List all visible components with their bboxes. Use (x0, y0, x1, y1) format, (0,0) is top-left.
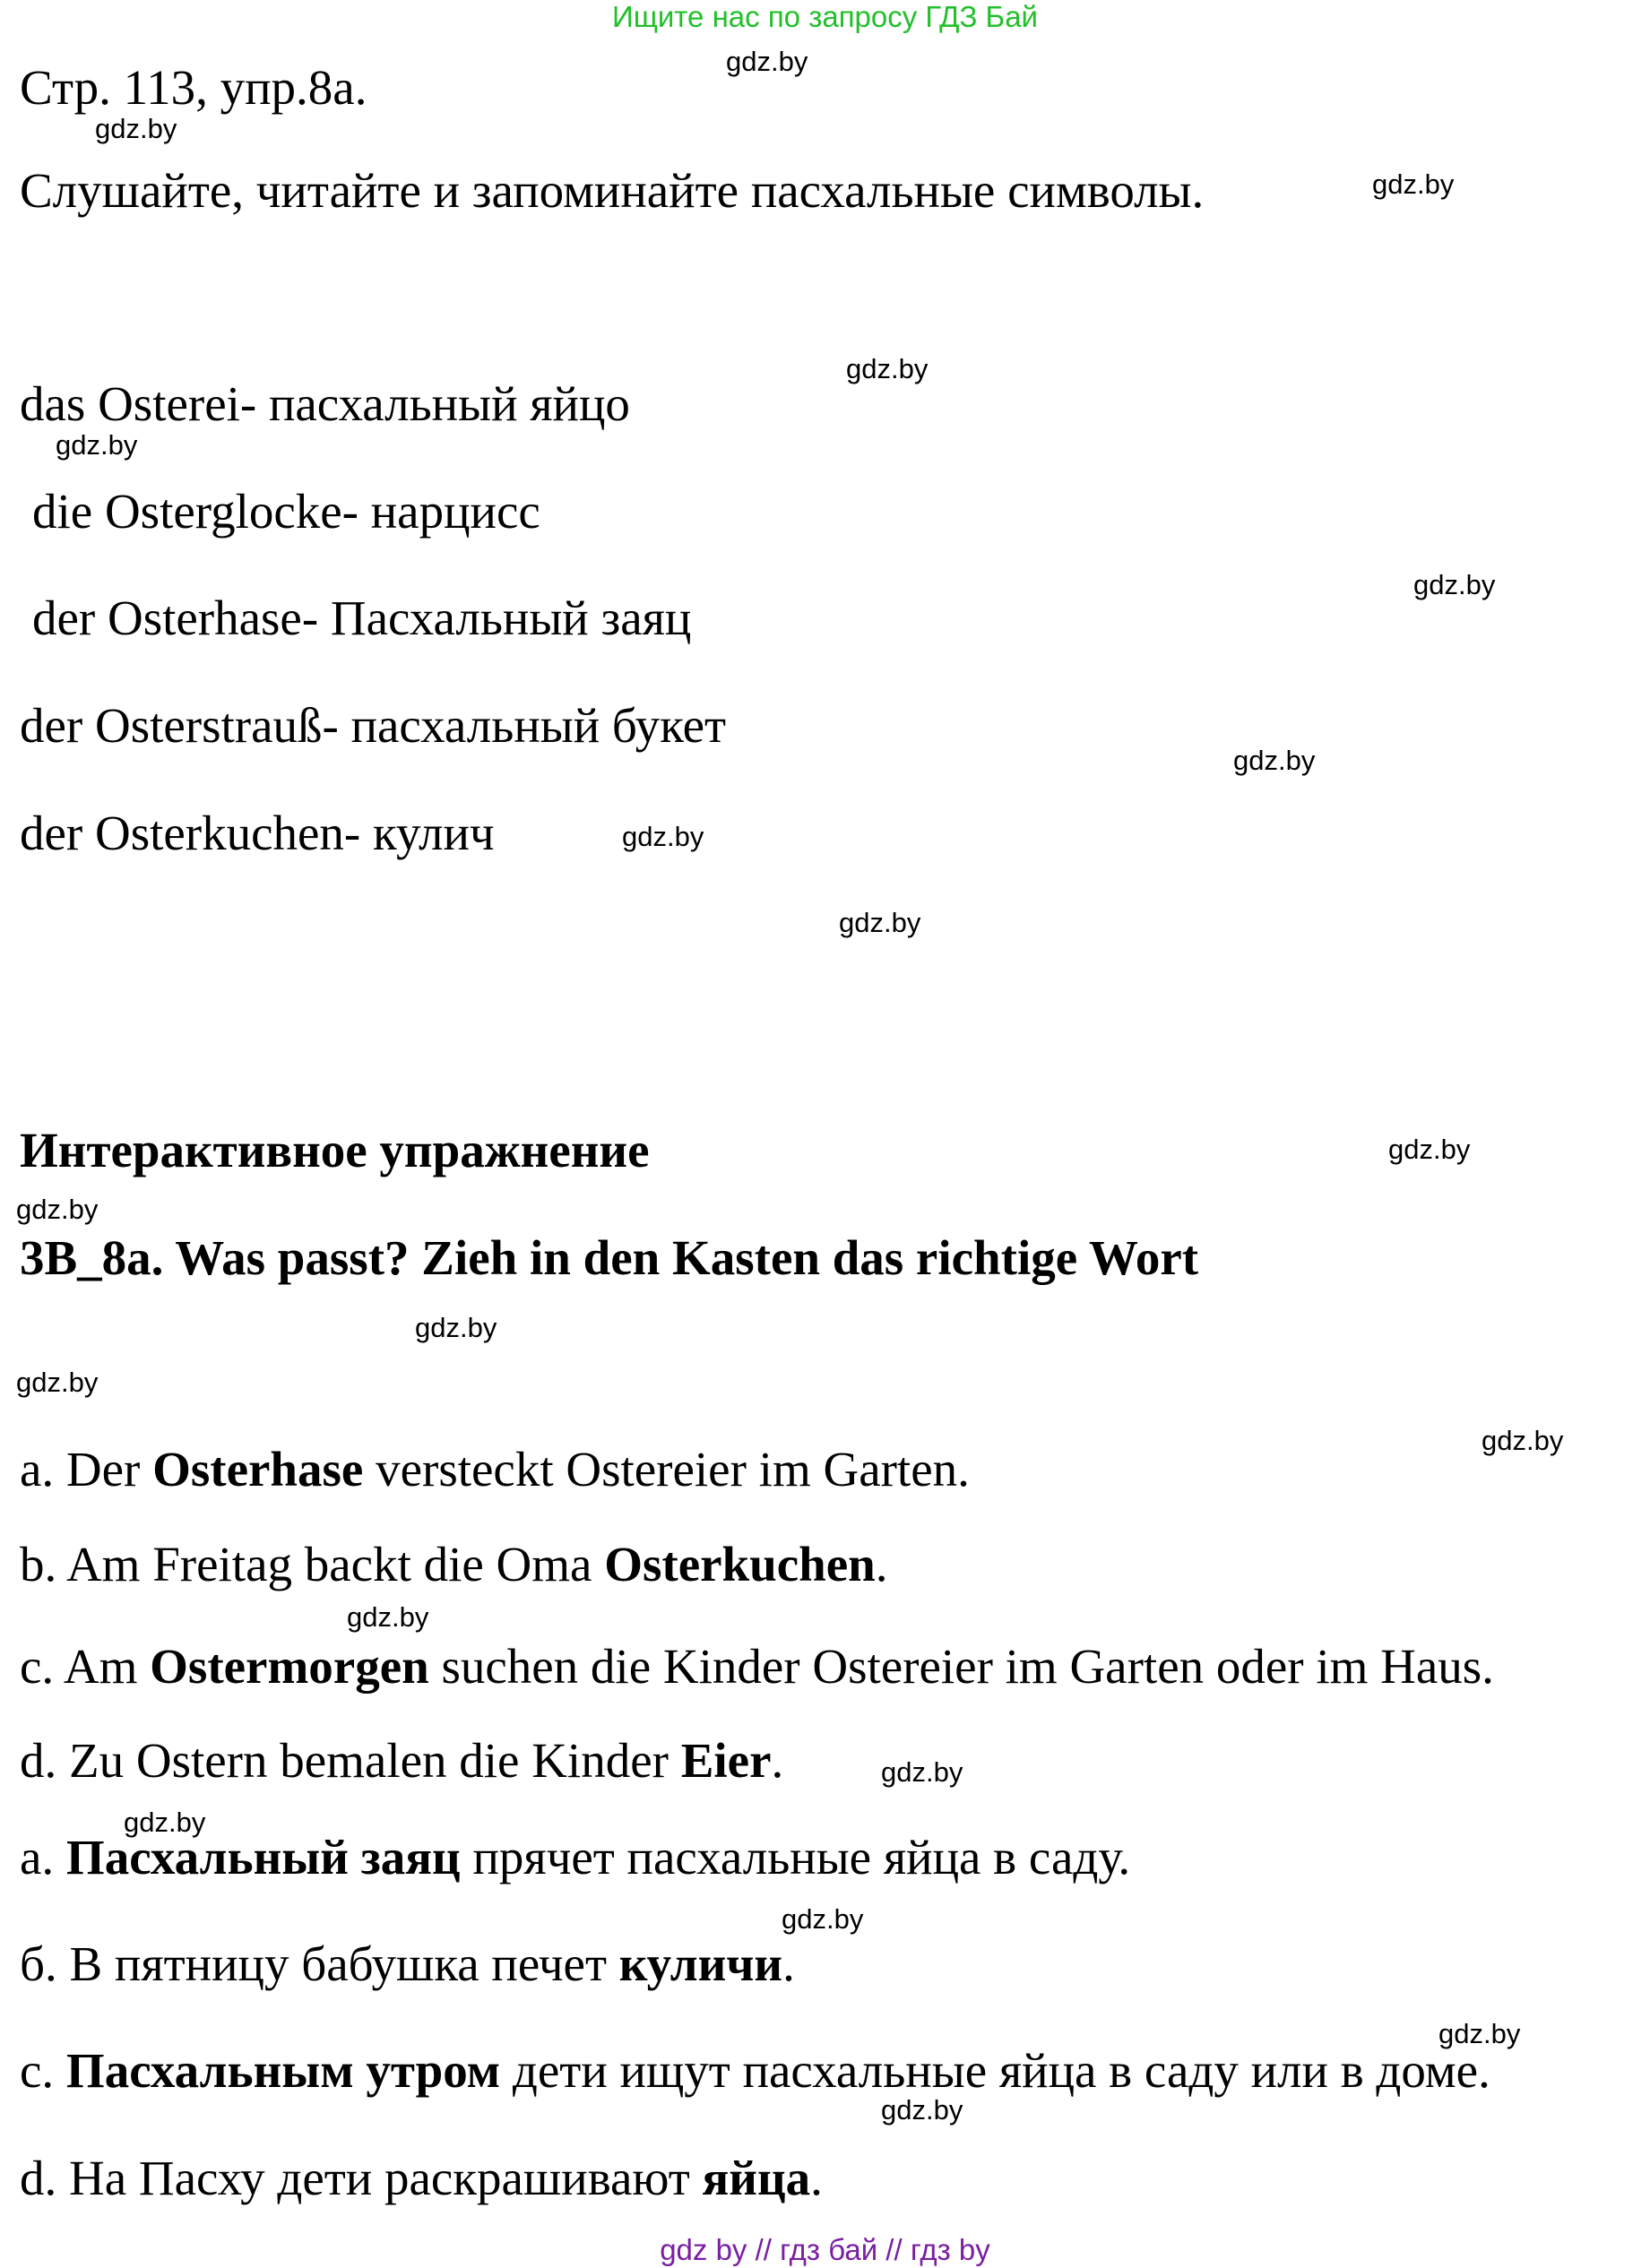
sentence-part: versteckt Ostereier im Garten. (363, 1442, 970, 1496)
russian-sentence (20, 2153, 823, 2203)
watermark: gdz.by (782, 1903, 864, 1935)
sentence-part: б. В пятницу бабушка печет (20, 1936, 619, 1991)
sentence-part: a. (20, 1830, 66, 1884)
german-sentence (20, 1733, 784, 1788)
sentence-part: . (875, 1537, 888, 1591)
vocab-item: das Osterei- пасхальный яйцо (20, 376, 630, 431)
sentence-part: . (810, 2151, 823, 2205)
watermark: gdz.by (1438, 2018, 1521, 2049)
sentence-part: a. Der (20, 1442, 153, 1496)
instruction-text: Слушайте, читайте и запоминайте пасхальные символы. (20, 163, 1205, 218)
german-sentence (20, 1444, 970, 1494)
watermark: gdz.by (881, 2094, 963, 2126)
watermark: gdz.by (726, 46, 808, 77)
vocab-item: der Osterhase- Пасхальный заяц (32, 591, 692, 645)
watermark: gdz.by (1233, 745, 1316, 776)
german-sentence (20, 1639, 1494, 1694)
answer-word: Пасхальный заяц (65, 1830, 461, 1884)
sentence-part: b. Am Freitag backt die Oma (20, 1537, 605, 1591)
page-reference: Стр. 113, упр.8а. (20, 60, 367, 115)
watermark: gdz.by (1388, 1134, 1471, 1165)
answer-word: Пасхальным утром (65, 2043, 501, 2098)
vocab-item: die Osterglocke- нарцисс (32, 484, 540, 539)
sentence-part: d. На Пасху дети раскрашивают (20, 2151, 703, 2205)
watermark: gdz.by (415, 1312, 497, 1343)
watermark: gdz.by (16, 1367, 99, 1398)
watermark: gdz.by (622, 821, 704, 852)
watermark: gdz.by (839, 907, 921, 938)
watermark: gdz.by (56, 429, 138, 461)
german-sentence (20, 1539, 887, 1589)
answer-word: Osterhase (152, 1442, 364, 1496)
watermark: gdz.by (1372, 168, 1455, 200)
watermark: gdz.by (95, 113, 177, 144)
top-banner[interactable]: Ищите нас по запросу ГДЗ Бай (612, 0, 1038, 33)
sentence-part: suchen die Kinder Ostereier im Garten oder im Haus. (428, 1639, 1494, 1694)
section-title: Интерактивное упражнение (20, 1123, 650, 1177)
sentence-part: d. Zu Ostern bemalen die Kinder (20, 1733, 681, 1788)
answer-word: Ostermorgen (150, 1639, 429, 1694)
vocab-item: der Osterkuchen- кулич (20, 806, 495, 860)
sentence-part: прячет пасхальные яйца в саду. (460, 1830, 1131, 1884)
sentence-part: дети ищут пасхальные яйца в саду или в доме. (500, 2043, 1490, 2098)
watermark: gdz.by (846, 353, 929, 384)
watermark: gdz.by (1482, 1425, 1564, 1456)
russian-sentence (20, 2043, 1490, 2098)
russian-sentence (20, 1936, 795, 1991)
bottom-banner[interactable]: gdz by // гдз бай // гдз by (660, 2233, 990, 2266)
answer-word: Osterkuchen (604, 1537, 876, 1591)
sentence-part: c. Am (20, 1639, 151, 1694)
sentence-part: . (782, 1936, 795, 1991)
sentence-part: c. (20, 2043, 66, 2098)
watermark: gdz.by (16, 1194, 99, 1225)
watermark: gdz.by (1413, 569, 1496, 600)
answer-word: яйца (702, 2151, 811, 2205)
task-title: 3B_8a. Was passt? Zieh in den Kasten das richtige Wort (20, 1230, 1199, 1285)
watermark: gdz.by (881, 1756, 963, 1788)
answer-word: куличи (618, 1936, 783, 1991)
watermark: gdz.by (347, 1601, 429, 1633)
russian-sentence (20, 1830, 1131, 1884)
watermark: gdz.by (124, 1807, 206, 1838)
vocab-item: der Osterstrauß- пасхальный букет (20, 698, 727, 753)
answer-word: Eier (680, 1733, 772, 1788)
sentence-part: . (771, 1733, 784, 1788)
